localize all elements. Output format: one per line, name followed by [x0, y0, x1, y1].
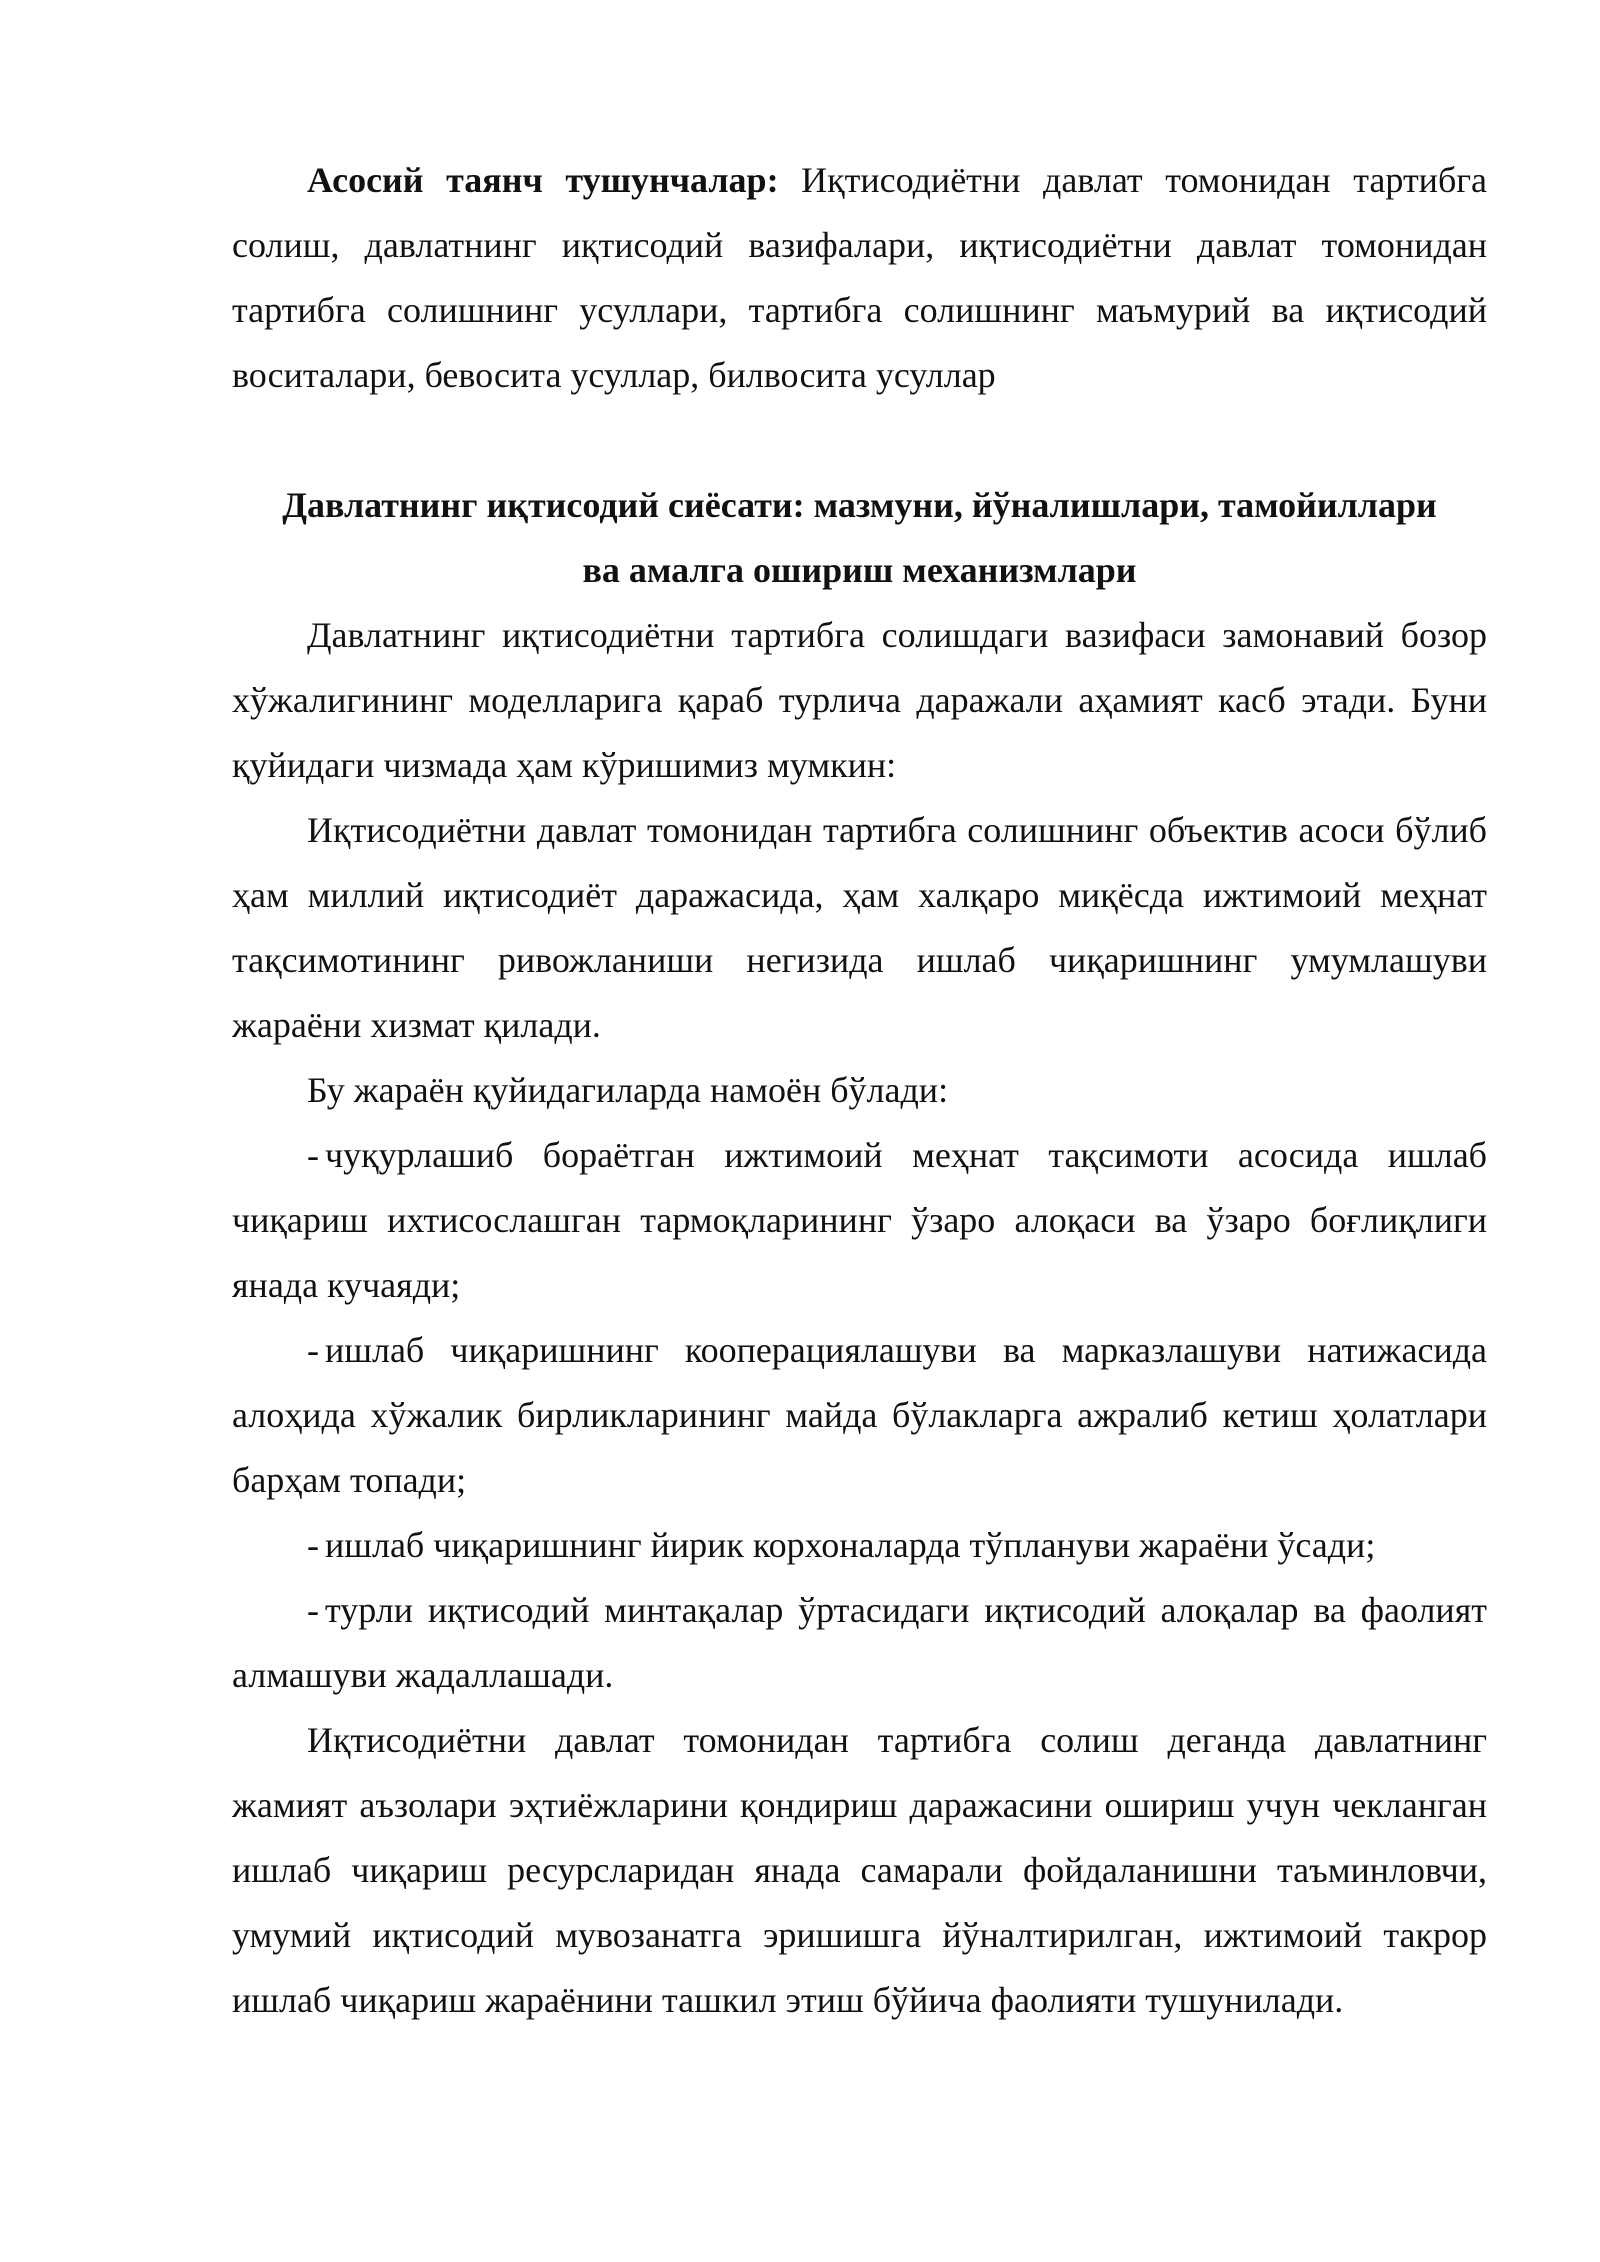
key-concepts-label: Асосий таянч тушунчалар: — [307, 160, 779, 200]
bullet-item — [232, 1318, 1487, 1513]
section-title-line-1: Давлатнинг иқтисодий сиёсати: мазмуни, йўналишлари, тамойиллари — [282, 485, 1437, 525]
section-spacer — [232, 408, 1487, 473]
bullet-text: турли иқтисодий минтақалар ўртасидаги иқтисодий алоқалар ва фаолият алмашуви жадаллашади. — [232, 1590, 1487, 1695]
key-concepts-paragraph — [232, 148, 1487, 408]
paragraph-definition: Иқтисодиётни давлат томонидан тартибга солиш деганда давлатнинг жамият аъзолари эҳтиёжларини қондириш даражасини ошириш учун чекланган ишлаб чиқариш ресурсларидан янада самарали фойдаланишни таъминловчи, умумий иқтисодий мувозанатга эришишга йўналтирилган, ижтимоий такрор ишлаб чиқариш жараёнини ташкил этиш бўйича фаолияти тушунилади. — [232, 1720, 1487, 2020]
bullet-dash: - — [307, 1590, 319, 1630]
bullet-dash: - — [307, 1525, 319, 1565]
section-title-line-2: ва амалга ошириш механизмлари — [582, 550, 1137, 590]
bullet-dash: - — [307, 1135, 319, 1175]
bullet-item — [232, 1123, 1487, 1318]
paragraph-state-role: Давлатнинг иқтисодиётни тартибга солишдаги вазифаси замонавий бозор хўжалигининг моделларига қараб турлича даражали аҳамият касб этади. Буни қуйидаги чизмада ҳам кўришимиз мумкин: — [232, 615, 1487, 785]
paragraph-manifestation-intro: Бу жараён қуйидагиларда намоён бўлади: — [307, 1070, 949, 1110]
key-concepts-text: Иқтисодиётни давлат томонидан тартибга солиш, давлатнинг иқтисодий вазифалари, иқтисодиётни давлат томонидан тартибга солишнинг усуллари, тартибга солишнинг маъмурий ва иқтисодий воситалари, бевосита усуллар, билвосита усуллар — [232, 160, 1487, 395]
bullet-dash: - — [307, 1330, 319, 1370]
bullet-item — [232, 1513, 1487, 1578]
bullet-text: чуқурлашиб бораётган ижтимоий меҳнат тақсимоти асосида ишлаб чиқариш ихтисослашган тармоқларининг ўзаро алоқаси ва ўзаро боғлиқлиги янада кучаяди; — [232, 1135, 1487, 1305]
bullet-text: ишлаб чиқаришнинг йирик корхоналарда тўплануви жараёни ўсади; — [325, 1525, 1376, 1565]
paragraph-objective-basis: Иқтисодиётни давлат томонидан тартибга солишнинг объектив асоси бўлиб ҳам миллий иқтисодиёт даражасида, ҳам халқаро миқёсда ижтимоий меҳнат тақсимотининг ривожланиши негизида ишлаб чиқаришнинг умумлашуви жараёни хизмат қилади. — [232, 810, 1487, 1045]
bullet-text: ишлаб чиқаришнинг кооперациялашуви ва марказлашуви натижасида алоҳида хўжалик бирликларининг майда бўлакларга ажралиб кетиш ҳолатлари барҳам топади; — [232, 1330, 1487, 1500]
document-page — [232, 148, 1487, 2033]
bullet-item — [232, 1578, 1487, 1708]
